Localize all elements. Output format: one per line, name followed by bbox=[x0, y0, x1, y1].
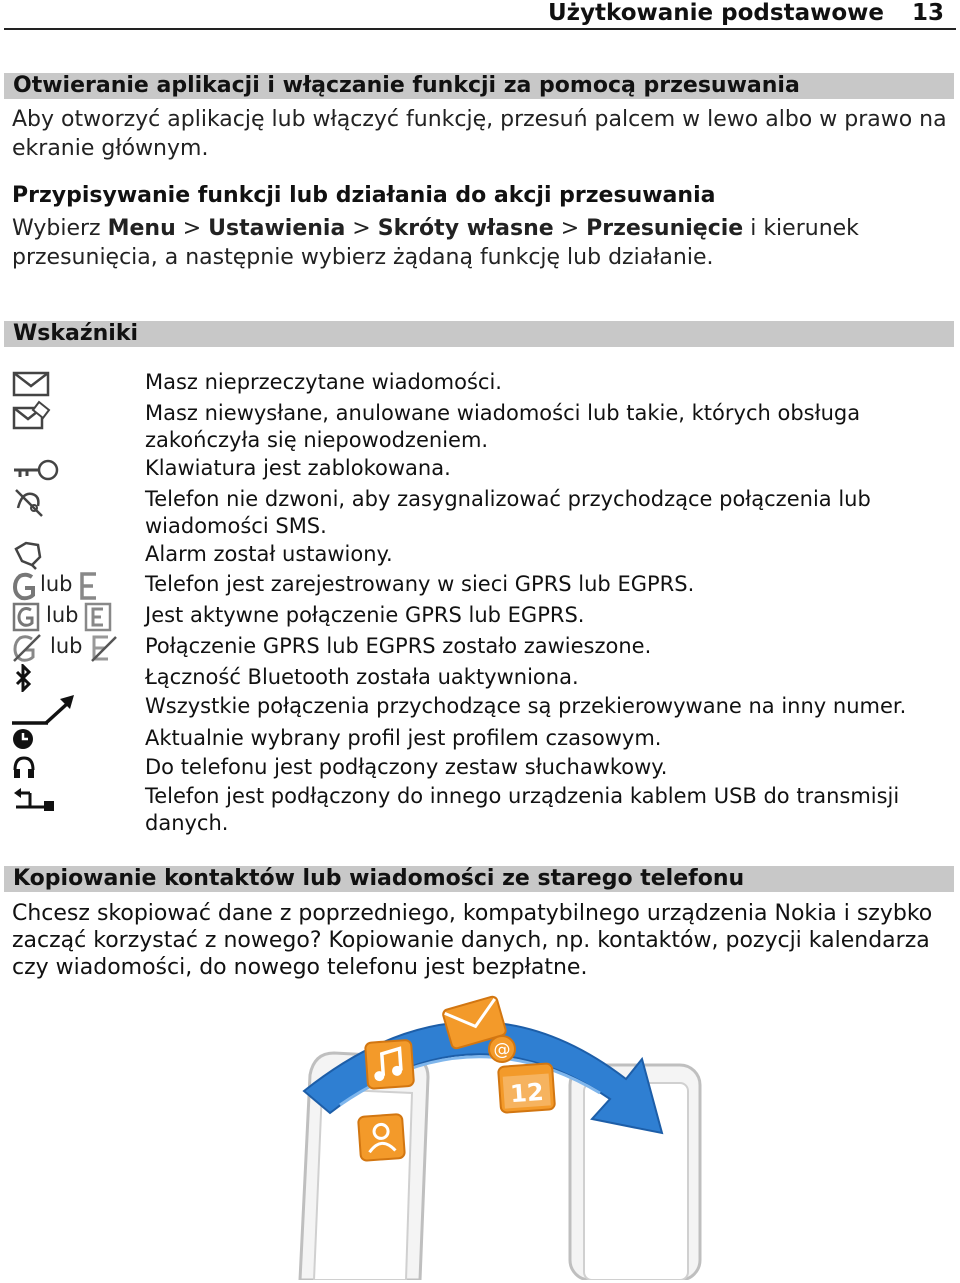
indicator-text: Telefon jest podłączony do innego urządzenia kablem USB do transmisji danych. bbox=[145, 784, 900, 835]
alarm-bell-icon bbox=[12, 541, 52, 571]
page-number: 13 bbox=[911, 0, 944, 26]
indicator-text: Wszystkie połączenia przychodzące są przekierowywane na inny numer. bbox=[145, 694, 907, 718]
call-divert-icon bbox=[12, 693, 78, 727]
or-label: lub bbox=[40, 572, 73, 596]
section-swipe-heading: Otwieranie aplikacji i włączanie funkcji za pomocą przesuwania bbox=[4, 73, 954, 99]
bluetooth-icon bbox=[12, 664, 36, 692]
egprs-active-icon bbox=[84, 602, 112, 632]
indicator-text: Klawiatura jest zablokowana. bbox=[145, 456, 451, 480]
silent-icon bbox=[12, 486, 52, 518]
usb-icon bbox=[12, 783, 56, 815]
indicator-text: Łączność Bluetooth została uaktywniona. bbox=[145, 665, 579, 689]
gprs-icon bbox=[12, 571, 38, 601]
menu-path-4: Przesunięcie bbox=[586, 216, 744, 241]
indicator-text: Telefon nie dzwoni, aby zasygnalizować przychodzące połączenia lub wiadomości SMS. bbox=[145, 487, 871, 538]
copy-text: Chcesz skopiować dane z poprzedniego, kompatybilnego urządzenia Nokia i szybko zacząć korzystać z nowego? Kopiowanie danych, np. kontaktów, pozycji kalendarza czy wiadomości, do nowego telefonu jest bezpłatne. bbox=[12, 901, 933, 980]
calendar-icon bbox=[498, 1063, 555, 1113]
timed-profile-icon bbox=[12, 725, 36, 751]
or-label: lub bbox=[46, 603, 79, 627]
section-copy-heading: Kopiowanie kontaktów lub wiadomości ze starego telefonu bbox=[4, 866, 954, 892]
menu-path-2: Ustawienia bbox=[208, 216, 346, 241]
indicator-text: Telefon jest zarejestrowany w sieci GPRS lub EGPRS. bbox=[145, 572, 695, 596]
indicator-text: Połączenie GPRS lub EGPRS zostało zawieszone. bbox=[145, 634, 652, 658]
assign-text: Wybierz Menu > Ustawienia > Skróty własne > Przesunięcie i kierunek przesunięcia, a następnie wybierz żądaną funkcję lub działanie. bbox=[12, 216, 859, 270]
page-header bbox=[4, 0, 956, 30]
svg-text:@: @ bbox=[493, 1040, 511, 1060]
gprs-active-icon bbox=[12, 602, 40, 632]
indicator-text: Do telefonu jest podłączony zestaw słuchawkowy. bbox=[145, 755, 668, 779]
envelope-icon bbox=[12, 369, 52, 399]
indicator-text: Masz nieprzeczytane wiadomości. bbox=[145, 370, 502, 394]
header-title: Użytkowanie podstawowe bbox=[548, 0, 884, 26]
indicator-text: Jest aktywne połączenie GPRS lub EGPRS. bbox=[145, 603, 585, 627]
gprs-suspended-icon bbox=[12, 633, 42, 663]
indicator-text: Alarm został ustawiony. bbox=[145, 542, 393, 566]
menu-path-3: Skróty własne bbox=[377, 216, 554, 241]
phone-transfer-illustration bbox=[270, 995, 710, 1280]
indicator-text: Masz niewysłane, anulowane wiadomości lub takie, których obsługa zakończyła się niepowodzeniem. bbox=[145, 401, 861, 452]
headset-icon bbox=[12, 754, 36, 782]
egprs-icon bbox=[78, 571, 100, 601]
section-indicators-heading: Wskaźniki bbox=[4, 321, 954, 347]
assign-heading: Przypisywanie funkcji lub działania do akcji przesuwania bbox=[12, 183, 716, 208]
or-label: lub bbox=[50, 634, 83, 658]
calendar-day: 12 bbox=[509, 1077, 545, 1109]
menu-path-1: Menu bbox=[107, 216, 176, 241]
envelope-failed-icon bbox=[12, 400, 52, 430]
swipe-text: Aby otworzyć aplikację lub włączyć funkcję, przesuń palcem w lewo albo w prawo na ekranie głównym. bbox=[12, 107, 947, 161]
egprs-suspended-icon bbox=[88, 633, 118, 663]
key-icon bbox=[12, 455, 60, 485]
indicator-text: Aktualnie wybrany profil jest profilem czasowym. bbox=[145, 726, 662, 750]
